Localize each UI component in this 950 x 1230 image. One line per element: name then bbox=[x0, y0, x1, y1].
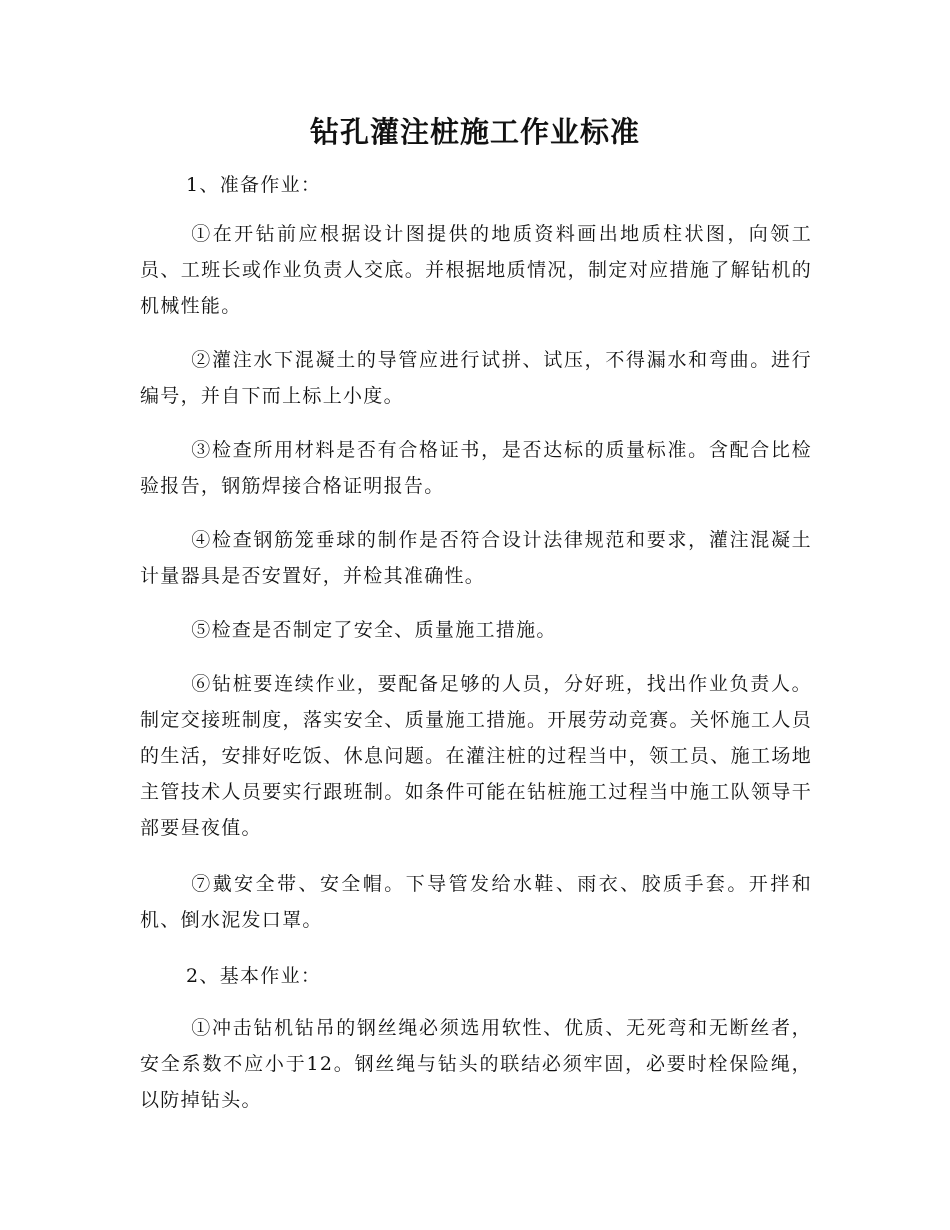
section-heading-basic: 2、基本作业： bbox=[186, 965, 322, 987]
paragraph-item-2: ②灌注水下混凝土的导管应进行试拼、试压，不得漏水和弯曲。进行编号，并自下而上标上小度。 bbox=[140, 349, 812, 407]
paragraph-item-5: ⑤检查是否制定了安全、质量施工措施。 bbox=[191, 619, 557, 641]
paragraph-item-4: ④检查钢筋笼垂球的制作是否符合设计法律规范和要求，灌注混凝土计量器具是否安置好，并检其准确性。 bbox=[140, 529, 812, 587]
paragraph-item-1: ①在开钻前应根据设计图提供的地质资料画出地质柱状图，向领工员、工班长或作业负责人交底。并根据地质情况，制定对应措施了解钻机的机械性能。 bbox=[140, 223, 812, 317]
paragraph-item-8: ①冲击钻机钻吊的钢丝绳必须选用软性、优质、无死弯和无断丝者，安全系数不应小于12。钢丝绳与钻头的联结必须牢固，必要时栓保险绳，以防掉钻头。 bbox=[140, 1017, 812, 1111]
paragraph-item-3: ③检查所用材料是否有合格证书，是否达标的质量标准。含配合比检验报告，钢筋焊接合格证明报告。 bbox=[140, 439, 812, 497]
paragraph-item-6: ⑥钻桩要连续作业，要配备足够的人员，分好班，找出作业负责人。制定交接班制度，落实安全、质量施工措施。开展劳动竞赛。关怀施工人员的生活，安排好吃饭、休息问题。在灌注桩的过程当中，领工员、施工场地主管技术人员要实行跟班制。如条件可能在钻桩施工过程当中施工队领导干部要昼夜值。 bbox=[140, 673, 812, 839]
paragraph-item-7: ⑦戴安全带、安全帽。下导管发给水鞋、雨衣、胶质手套。开拌和机、倒水泥发口罩。 bbox=[140, 873, 812, 931]
document-title: 钻孔灌注桩施工作业标准 bbox=[309, 115, 640, 149]
section-heading-preparation: 1、准备作业： bbox=[186, 174, 322, 196]
